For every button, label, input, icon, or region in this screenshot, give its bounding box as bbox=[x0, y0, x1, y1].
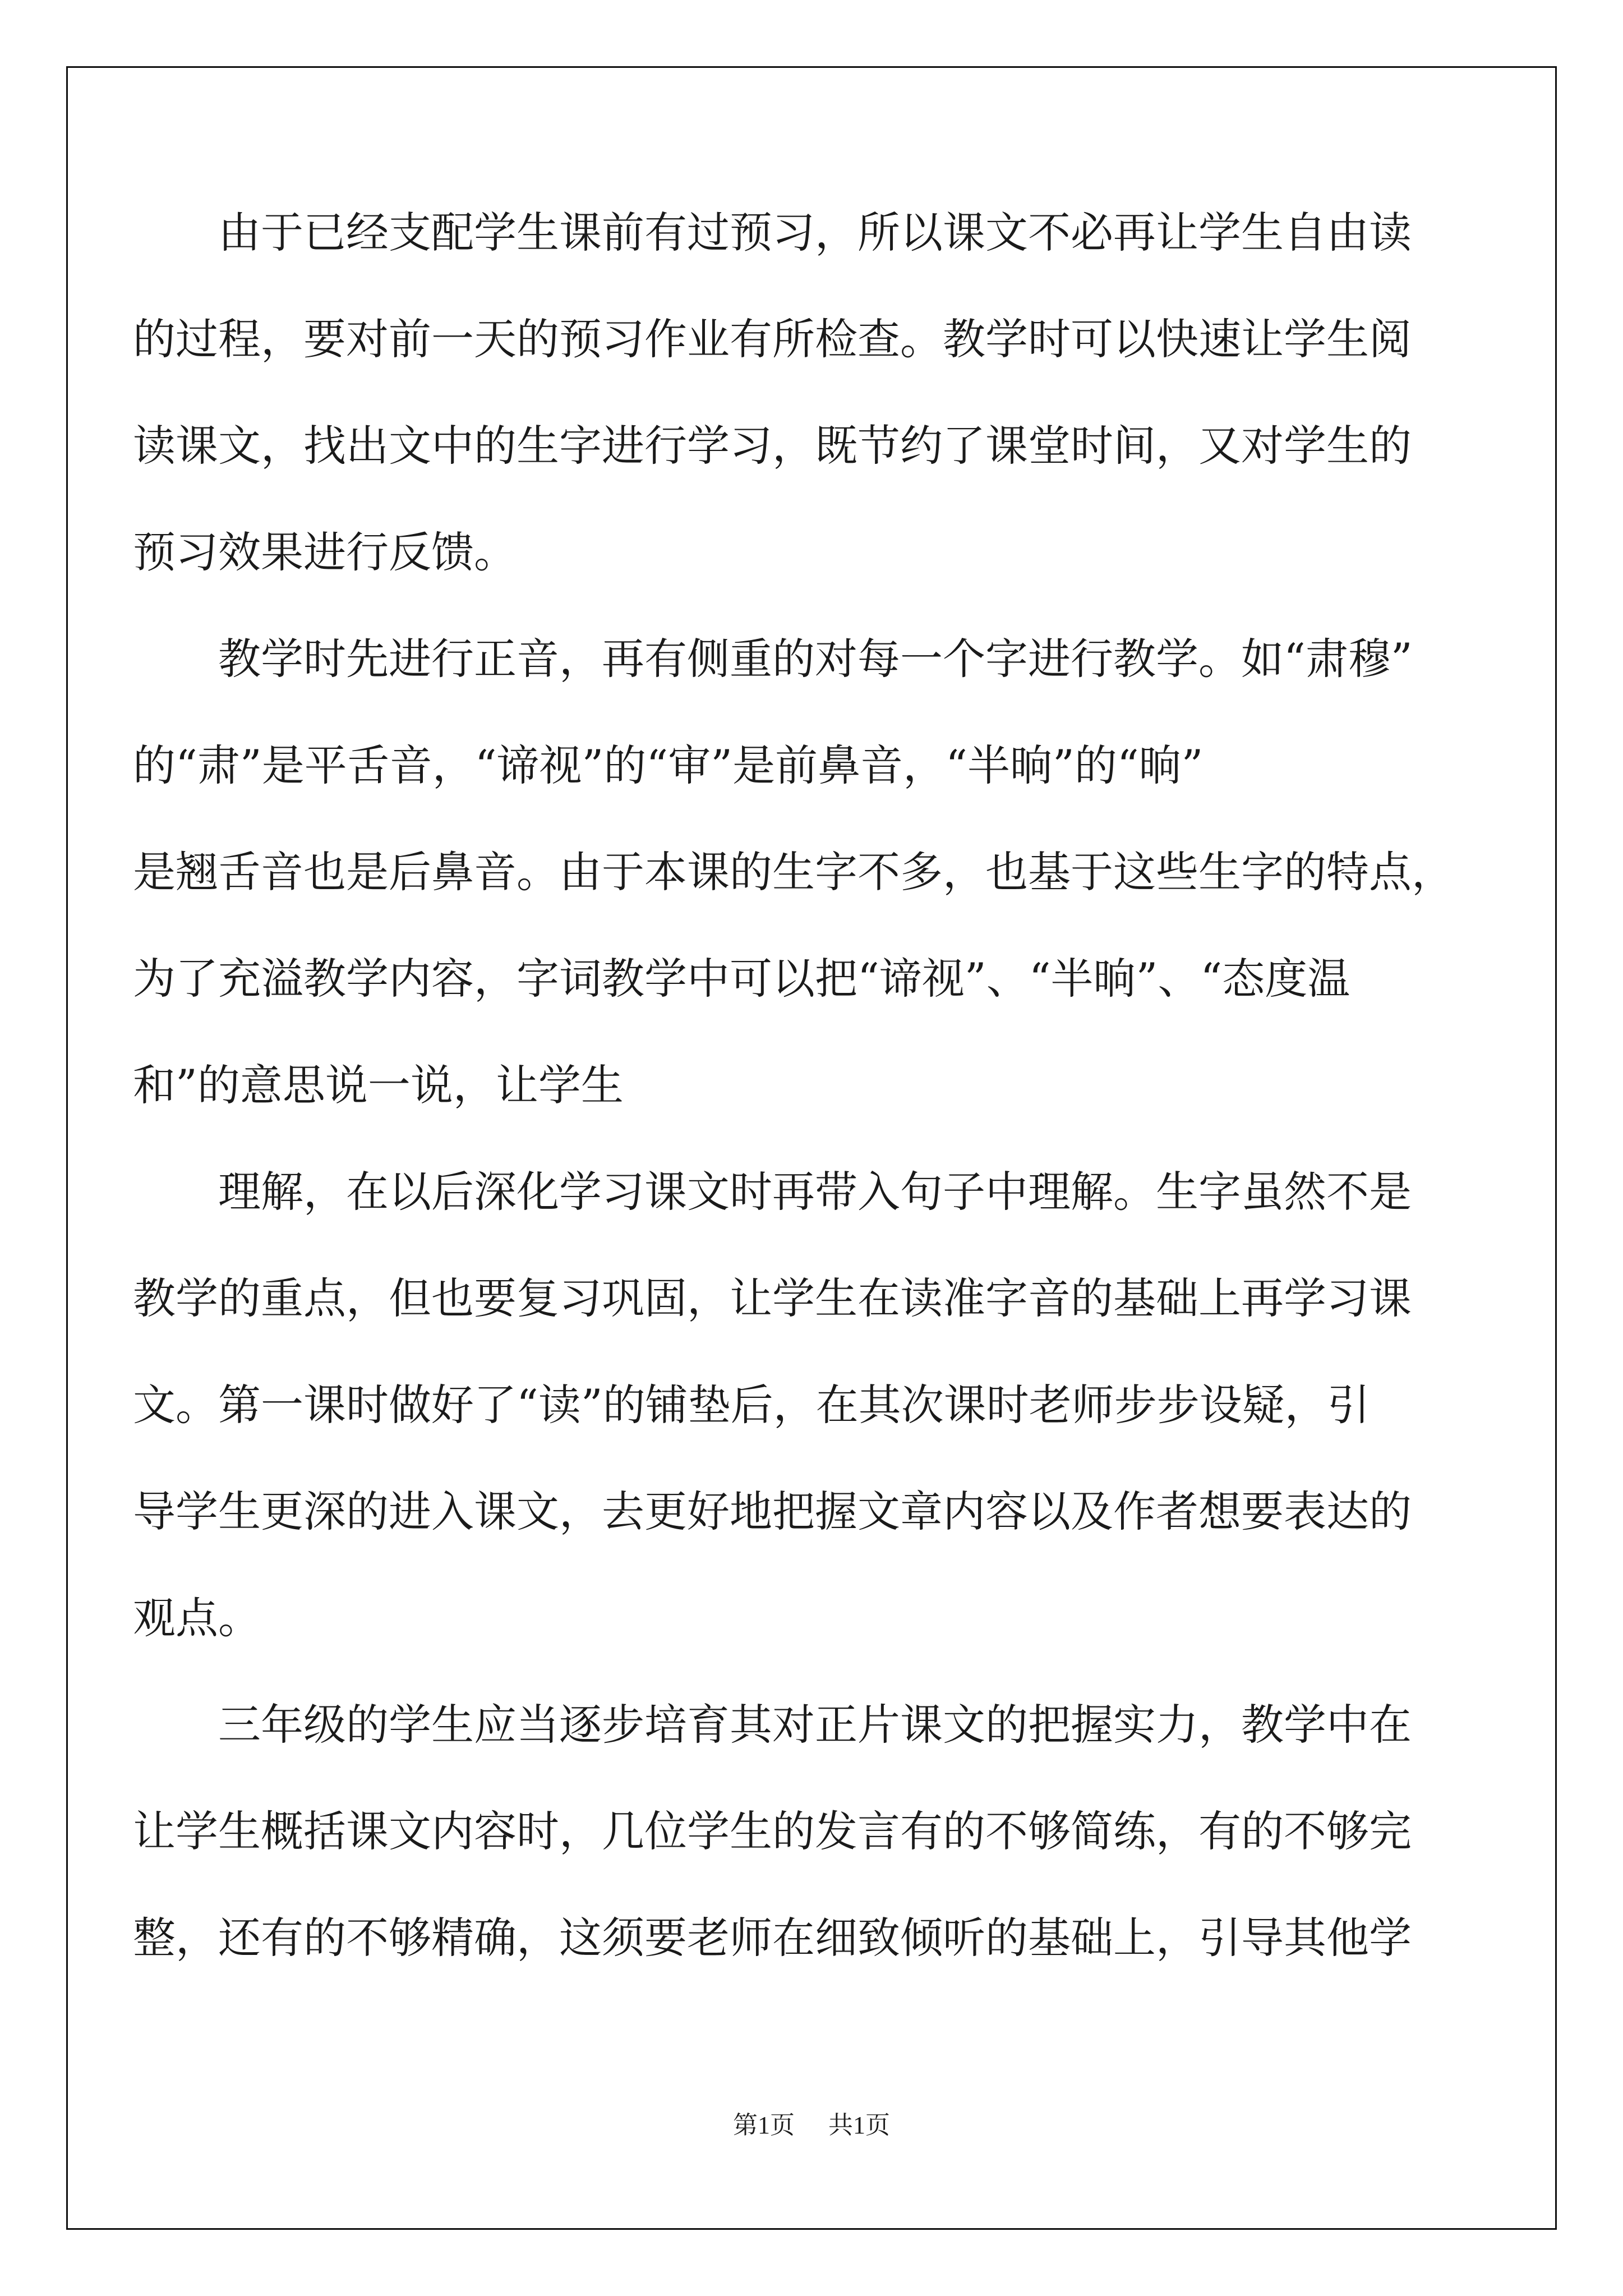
text-line: 教学时先进行正音，再有侧重的对每一个字进行教学。如“肃穆” bbox=[218, 634, 1413, 684]
text-line: 的过程，要对前一天的预习作业有所检查。教学时可以快速让学生阅 bbox=[133, 314, 1412, 364]
text-line: 的“肃”是平舌音，“谛视”的“审”是前鼻音，“半晌”的“晌” bbox=[133, 740, 1204, 790]
text-line: 预习效果进行反馈。 bbox=[133, 527, 517, 577]
text-line: 为了充溢教学内容，字词教学中可以把“谛视”、“半晌”、“态度温 bbox=[133, 954, 1350, 1004]
page-footer bbox=[0, 2105, 1623, 2141]
text-line: 三年级的学生应当逐步培育其对正片课文的把握实力，教学中在 bbox=[218, 1700, 1412, 1750]
text-line: 导学生更深的进入课文，去更好地把握文章内容以及作者想要表达的 bbox=[133, 1487, 1412, 1536]
text-line: 由于已经支配学生课前有过预习，所以课文不必再让学生自由读 bbox=[218, 208, 1412, 257]
page-total: 共1页 bbox=[828, 2111, 890, 2139]
text-line: 文。第一课时做好了“读”的铺垫后，在其次课时老师步步设疑，引 bbox=[133, 1380, 1370, 1430]
text-line: 读课文，找出文中的生字进行学习，既节约了课堂时间，又对学生的 bbox=[133, 421, 1412, 471]
page-border bbox=[66, 66, 1557, 2230]
text-line: 和”的意思说一说，让学生 bbox=[133, 1060, 624, 1110]
text-line: 整，还有的不够精确，这须要老师在细致倾听的基础上，引导其他学 bbox=[133, 1913, 1412, 1963]
page-number: 第1页 bbox=[733, 2111, 795, 2139]
text-line: 教学的重点，但也要复习巩固，让学生在读准字音的基础上再学习课 bbox=[133, 1273, 1412, 1323]
text-line: 让学生概括课文内容时，几位学生的发言有的不够简练，有的不够完 bbox=[133, 1806, 1412, 1856]
text-line: 观点。 bbox=[133, 1593, 261, 1643]
text-line: 是翘舌音也是后鼻音。由于本课的生字不多，也基于这些生字的特点， bbox=[133, 847, 1454, 897]
text-line: 理解，在以后深化学习课文时再带入句子中理解。生字虽然不是 bbox=[218, 1167, 1412, 1217]
